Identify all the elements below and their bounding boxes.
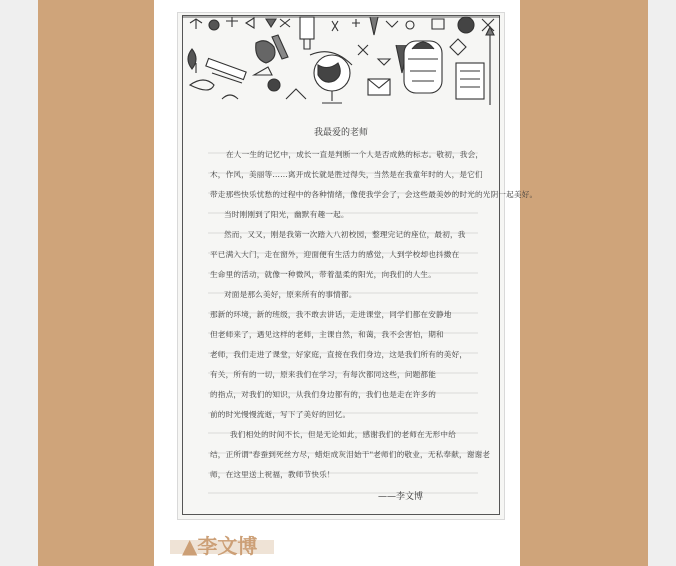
handwritten-letter-photo (177, 12, 538, 520)
letter-line: 但老师来了，遇见这样的老师，主课自然，和蔼，我不会害怕，期和 (210, 330, 444, 339)
photo-caption: ▲李文博 (182, 534, 258, 558)
tan-background-right (520, 0, 648, 566)
letter-line: 生命里的活动，就像一种微风，带着温柔的阳光，向我们的人生。 (210, 270, 437, 279)
letter-title: 我最爱的老师 (313, 128, 368, 138)
letter-signature: ——李文博 (378, 492, 424, 502)
article-card (154, 0, 538, 566)
letter-line: 平已满入大门，走在窗外，迎面便有生活力的感觉，人到学校却也抖擞在 (210, 250, 460, 259)
letter-line: 带走那些快乐忧愁的过程中的各种情绪，像使我学会了，会这些最美妙的时光的光阴一起美好。 (210, 190, 538, 199)
letter-body (210, 143, 538, 488)
letter-line: 对面是那么美好，原来所有的事情都。 (224, 290, 357, 299)
letter-line: 结，正所谓"春蚕到死丝方尽，蜡炬成灰泪始干"老师们的敬业，无私奉献，谢谢老 (210, 450, 491, 459)
letter-line: 老师，我们走进了课堂，好家庭，直接在我们身边，这是我们所有的美好， (210, 350, 468, 359)
letter-line: 然而，又又，刚是我第一次踏入八初校园，整理完记的座位，最初，我 (224, 230, 466, 239)
letter-line: 我们相处的时间不长，但是无论如此，感谢我们的老师在无形中给 (230, 430, 457, 439)
page-margin-right (648, 0, 676, 566)
letter-line: 有关，所有的一切，原来我们在学习，有每次都同这些，问题都能 (210, 370, 437, 379)
letter-line: 当时刚刚到了阳光，幽默有趣一起。 (224, 210, 349, 219)
tan-background-left (38, 0, 154, 566)
letter-line: 的指点，对我们的知识，从我们身边都有的，我们也是走在许多的 (210, 390, 437, 399)
apple-doodle-icon (190, 19, 202, 29)
page-margin-left (0, 0, 38, 566)
letter-line: 前的时光慢慢流逝，写下了美好的回忆。 (210, 410, 351, 419)
letter-line: 那新的环境，新的班级，我不敢去讲话，走进课堂，同学们都在安静地 (210, 310, 452, 319)
letter-line: 木，作风，美丽等……离开成长就是胜过得失，当然是在我童年时的人，是它们 (210, 170, 483, 179)
letter-line: 在人一生的记忆中，成长一直是判断一个人是否成熟的标志。敬初，我会， (226, 150, 484, 159)
school-doodles-illustration (182, 15, 500, 110)
letter-line: 师，在这里送上祝福，教师节快乐！ (210, 470, 335, 479)
